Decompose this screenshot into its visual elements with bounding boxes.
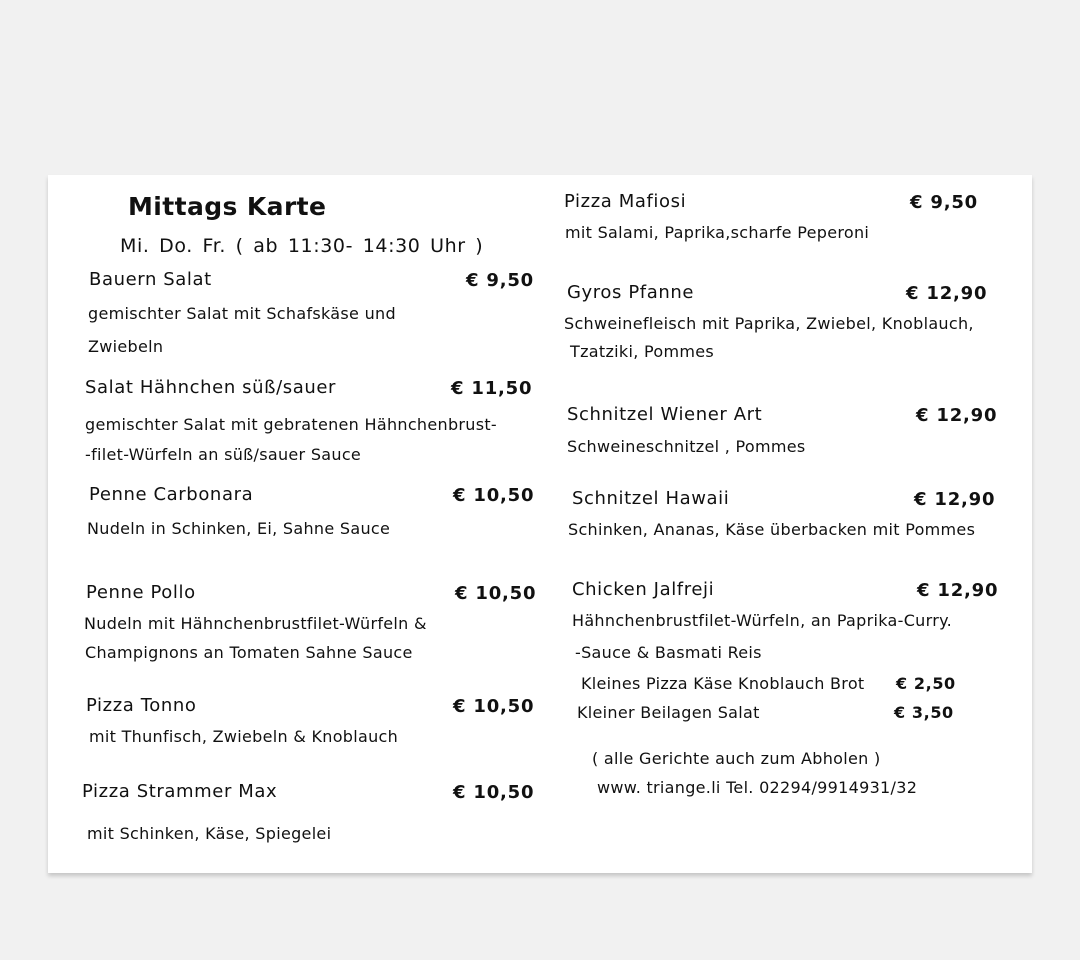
contact-info: www. triange.li Tel. 02294/9914931/32 bbox=[597, 778, 918, 797]
menu-item-price: € 12,90 bbox=[906, 283, 988, 304]
menu-item-description: -filet-Würfeln an süß/sauer Sauce bbox=[85, 445, 362, 464]
side-dish-price: € 3,50 bbox=[894, 703, 954, 722]
menu-item-description: mit Salami, Paprika,scharfe Peperoni bbox=[565, 223, 870, 242]
menu-item-description: Nudeln in Schinken, Ei, Sahne Sauce bbox=[87, 519, 391, 538]
opening-hours: Mi. Do. Fr. ( ab 11:30- 14:30 Uhr ) bbox=[120, 235, 484, 257]
menu-item-price: € 10,50 bbox=[453, 696, 535, 717]
menu-item-description: Hähnchenbrustfilet-Würfeln, an Paprika-Curry. bbox=[572, 611, 952, 630]
menu-item-price: € 12,90 bbox=[916, 405, 998, 426]
menu-item-name: Pizza Strammer Max bbox=[82, 781, 278, 802]
menu-item-price: € 10,50 bbox=[455, 583, 537, 604]
menu-item-name: Schnitzel Hawaii bbox=[572, 488, 730, 509]
menu-item-description: Schweineschnitzel , Pommes bbox=[567, 437, 806, 456]
side-dish-name: Kleiner Beilagen Salat bbox=[577, 703, 760, 722]
menu-item-name: Penne Pollo bbox=[86, 582, 196, 603]
side-dish-price: € 2,50 bbox=[896, 674, 956, 693]
menu-item-price: € 12,90 bbox=[917, 580, 999, 601]
menu-item-description: mit Thunfisch, Zwiebeln & Knoblauch bbox=[89, 727, 399, 746]
side-dish-name: Kleines Pizza Käse Knoblauch Brot bbox=[581, 674, 865, 693]
menu-item-name: Chicken Jalfreji bbox=[572, 579, 715, 600]
menu-item-name: Penne Carbonara bbox=[89, 484, 254, 505]
takeaway-note: ( alle Gerichte auch zum Abholen ) bbox=[592, 749, 881, 768]
menu-item-description: Schinken, Ananas, Käse überbacken mit Pommes bbox=[568, 520, 976, 539]
menu-item-description: gemischter Salat mit gebratenen Hähnchenbrust- bbox=[85, 415, 498, 434]
menu-item-description: mit Schinken, Käse, Spiegelei bbox=[87, 824, 332, 843]
menu-item-price: € 9,50 bbox=[466, 270, 535, 291]
menu-item-name: Salat Hähnchen süß/sauer bbox=[85, 377, 337, 398]
menu-item-price: € 10,50 bbox=[453, 782, 535, 803]
menu-item-price: € 11,50 bbox=[451, 378, 533, 399]
menu-title: Mittags Karte bbox=[128, 192, 327, 221]
menu-item-description: -Sauce & Basmati Reis bbox=[575, 643, 762, 662]
menu-item-description: Nudeln mit Hähnchenbrustfilet-Würfeln & bbox=[84, 614, 427, 633]
menu-item-price: € 12,90 bbox=[914, 489, 996, 510]
menu-item-description: gemischter Salat mit Schafskäse und bbox=[88, 304, 396, 323]
menu-item-price: € 10,50 bbox=[453, 485, 535, 506]
menu-item-description: Champignons an Tomaten Sahne Sauce bbox=[85, 643, 413, 662]
menu-item-name: Pizza Tonno bbox=[86, 695, 197, 716]
menu-card bbox=[48, 175, 1032, 873]
menu-item-description: Schweinefleisch mit Paprika, Zwiebel, Knoblauch, bbox=[564, 314, 974, 333]
menu-item-name: Schnitzel Wiener Art bbox=[567, 404, 763, 425]
menu-item-price: € 9,50 bbox=[910, 192, 979, 213]
menu-item-name: Gyros Pfanne bbox=[567, 282, 695, 303]
menu-item-name: Pizza Mafiosi bbox=[564, 191, 687, 212]
menu-item-name: Bauern Salat bbox=[89, 269, 212, 290]
menu-item-description: Zwiebeln bbox=[88, 337, 164, 356]
menu-item-description: Tzatziki, Pommes bbox=[570, 342, 714, 361]
